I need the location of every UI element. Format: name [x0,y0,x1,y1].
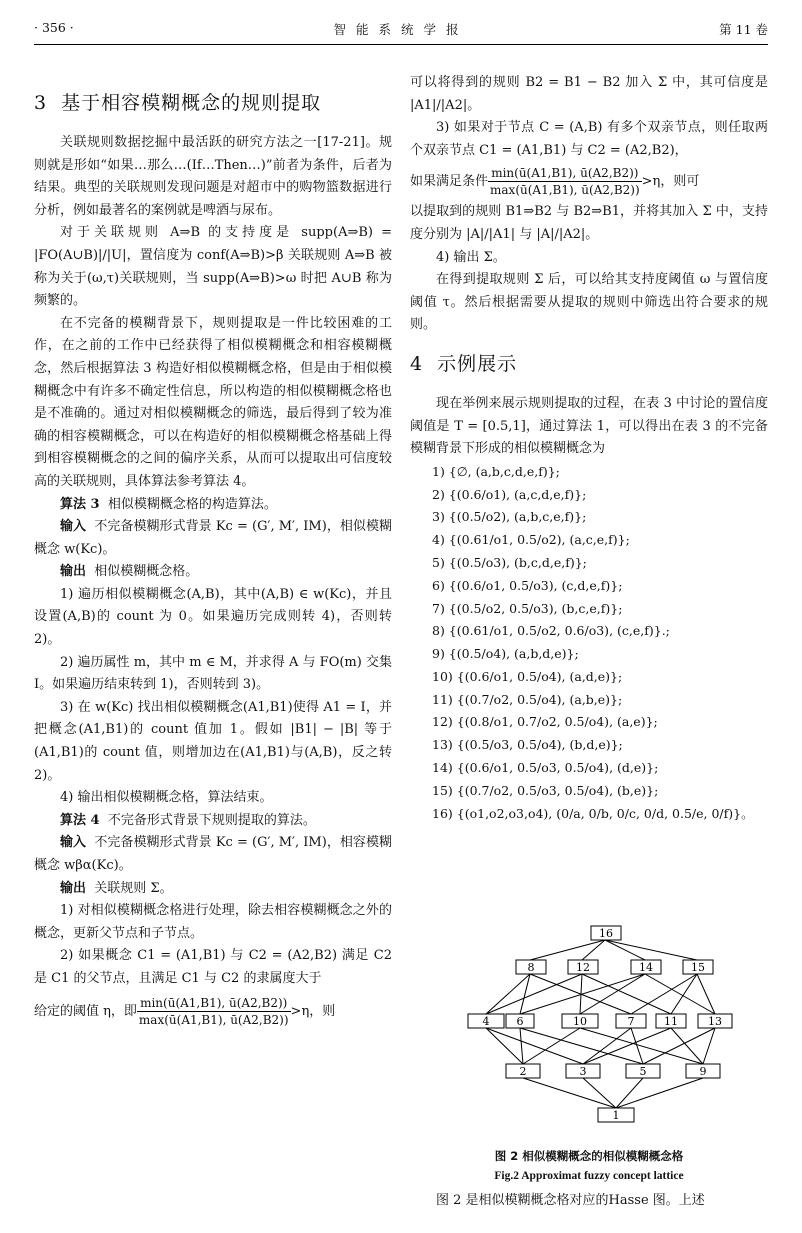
svg-text:11: 11 [664,1015,678,1028]
algorithm-step: 4) 输出 Σ。 [436,249,506,265]
concept-item: 1) {∅, (a,b,c,d,e,f)}; [432,463,560,479]
lattice-node [468,1014,504,1028]
section-title: 基于相容模糊概念的规则提取 [61,92,322,114]
paragraph: 在得到提取规则 Σ 后，可以给其支持度阈值 ω 与置信度阈值 τ。然后根据需要从提取的规则中筛选出符合要求的规则。 [410,272,768,333]
header-rule [34,44,768,45]
algorithm-label: 算法 3 [60,496,100,512]
svg-text:5: 5 [639,1065,647,1078]
lattice-node [626,1064,660,1078]
formula-prefix: 给定的阈值 η，即 [34,1003,137,1019]
svg-text:1: 1 [612,1109,620,1122]
svg-text:16: 16 [599,927,613,940]
svg-text:7: 7 [627,1015,635,1028]
algorithm-label: 算法 4 [60,812,100,828]
left-column [34,78,392,1028]
concept-item: 5) {(0.5/o3), (b,c,d,e,f)}; [432,554,587,570]
concept-item: 9) {(0.5/o4), (a,b,d,e)}; [432,646,579,662]
lattice-node [631,960,661,974]
paragraph: 关联规则数据挖掘中最活跃的研究方法之一[17-21]。规则就是形如“如果…那么…(If…Then…)”前者为条件，后者为结果。典型的关联规则发现问题是对超市中的购物篮数据进行分析，例如最著名的案例就是啤酒与尿布。 [34,135,392,218]
output-label: 输出 [60,564,87,580]
lattice-node [598,1108,634,1122]
lattice-node [698,1014,732,1028]
svg-text:9: 9 [699,1065,707,1078]
fraction-denominator: max(ū(A1,B1), ū(A2,B2)) [490,183,640,198]
ratio-fraction [137,995,291,1028]
lattice-node [683,960,713,974]
section-number: 4 [410,352,424,375]
lattice-node [686,1064,720,1078]
concept-item: 11) {(0.7/o2, 0.5/o4), (a,b,e)}; [432,691,623,707]
concept-item: 15) {(0.7/o2, 0.5/o3, 0.5/o4), (b,e)}; [432,782,659,798]
svg-text:14: 14 [639,961,653,974]
formula-suffix: >η，则可 [641,174,700,190]
input-text: 不完备模糊形式背景 Kc = (G′, M′, IM)，相似模糊概念 w(Kc)。 [34,519,392,557]
concept-item: 10) {(0.6/o1, 0.5/o4), (a,d,e)}; [432,668,623,684]
algorithm-3-output [34,561,392,584]
lattice-node [566,1064,600,1078]
hasse-diagram [420,922,780,1137]
input-label: 输入 [60,519,87,535]
concept-item: 3) {(0.5/o2), (a,b,c,e,f)}; [432,509,587,525]
paragraph: 可以将得到的规则 B2 = B1 − B2 加入 Σ 中，其可信度是 |A1|/|A2|。 [410,75,768,113]
svg-text:2: 2 [519,1065,527,1078]
section-heading-3 [34,90,392,116]
paragraph: 对于关联规则 A⇒B 的支持度是 supp(A⇒B) = |FO(A∪B)|/|U|，置信度为 conf(A⇒B)>β 关联规则 A⇒B 被称为关于(ω,τ)关联规则，当 supp(A⇒B)>ω 时把 A∪B 称为频繁的。 [34,225,392,309]
svg-text:13: 13 [708,1015,722,1028]
lattice-node [506,1014,534,1028]
lattice-node [568,960,598,974]
concept-item: 12) {(0.8/o1, 0.7/o2, 0.5/o4), (a,e)}; [432,714,658,730]
lattice-node [506,1064,540,1078]
input-label: 输入 [60,835,87,851]
paragraph: 在不完备的模糊背景下，规则提取是一件比较困难的工作，在之前的工作中已经获得了相似模糊概念和相容模糊概念，然后根据算法 3 构造好相似模糊概念格，但是由于相似模糊概念中有许多不确定性信息，所以构造的相似模糊概念格也是不准确的。通过对相似模糊概念的筛选，最后得到了较为准确的相容模糊概念，可以在构造好的相似模糊概念格基础上得到相容模糊概念的之间的偏序关系，从而可以提取出可信度较高的关联规则，具体算法参考算法 4。 [34,315,392,489]
concept-item: 14) {(0.6/o1, 0.5/o3, 0.5/o4), (d,e)}; [432,760,659,776]
lattice-node [562,1014,598,1028]
figure-caption-cn: 图 2 相似模糊概念的相似模糊概念格 [494,1149,684,1163]
right-column [410,72,768,825]
section-number: 3 [34,92,48,114]
svg-text:10: 10 [573,1015,587,1028]
figure-caption-en: Fig.2 Approximat fuzzy concept lattice [494,1170,684,1182]
svg-text:8: 8 [527,961,535,974]
section-heading-4 [410,351,768,377]
algorithm-step: 2) 如果概念 C1 = (A1,B1) 与 C2 = (A2,B2) 满足 C2 是 C1 的父节点，且满足 C1 与 C2 的隶属度大于 [34,948,392,986]
page-number: · 356 · [34,20,74,35]
lattice-node [591,926,621,940]
lattice-node [616,1014,646,1028]
section-title: 示例展示 [437,352,518,375]
fraction-denominator: max(ū(A1,B1), ū(A2,B2)) [138,1012,289,1027]
concept-item: 7) {(0.5/o2, 0.5/o3), (b,c,e,f)}; [432,600,623,616]
algorithm-step: 1) 对相似模糊概念格进行处理，除去相容模糊概念之外的概念，更新父节点和子节点。 [34,903,392,941]
algorithm-step: 3) 如果对于节点 C = (A,B) 有多个双亲节点，则任取两个双亲节点 C1 = (A1,B1) 与 C2 = (A2,B2)， [410,120,768,158]
journal-name: 智能系统学报 [333,22,469,37]
concept-item: 13) {(0.5/o3, 0.5/o4), (b,d,e)}; [432,737,623,753]
concept-item: 6) {(0.6/o1, 0.5/o3), (c,d,e,f)}; [432,577,623,593]
formula-prefix: 如果满足条件 [410,174,489,190]
svg-text:6: 6 [516,1015,524,1028]
ratio-fraction [488,165,642,198]
algorithm-step: 4) 输出相似模糊概念格，算法结束。 [60,790,273,806]
svg-text:3: 3 [579,1065,587,1078]
lattice-nodes [468,926,732,1122]
algorithm-4-output [34,878,392,901]
algorithm-3-input [34,516,392,561]
threshold-formula-line [34,995,392,1028]
concept-item: 2) {(0.6/o1), (a,c,d,e,f)}; [432,486,587,502]
page-header [34,20,768,42]
algorithm-3-heading [34,494,392,517]
fraction-numerator: min(ū(A1,B1), ū(A2,B2)) [488,165,642,182]
svg-text:15: 15 [691,961,705,974]
algorithm-title: 相似模糊概念格的构造算法。 [107,496,277,512]
fraction-numerator: min(ū(A1,B1), ū(A2,B2)) [137,995,291,1012]
algorithm-4-input [34,832,392,877]
algorithm-step: 3) 在 w(Kc) 找出相似模糊概念(A1,B1)使得 A1 = I，并把概念(A1,B1)的 count 值加 1。假如 |B1| − |B| 等于(A1,B1)的 count 值，则增加边在(A1,B1)与(A,B)，反之转 2)。 [34,699,392,783]
paragraph: 图 2 是相似模糊概念格对应的Hasse 图。上述 [436,1193,705,1208]
algorithm-4-heading [34,810,392,833]
output-text: 关联规则 Σ。 [94,880,173,896]
paragraph: 现在举例来展示规则提取的过程，在表 3 中讨论的置信度阈值是 T = [0.5,1]，通过算法 1，可以得出在表 3 的不完备模糊背景下形成的相似模糊概念为 [410,395,768,457]
concept-item: 16) {(o1,o2,o3,o4), (0/a, 0/b, 0/c, 0/d, 0.5/e, 0/f)}。 [432,805,754,821]
concept-item: 8) {(0.61/o1, 0.5/o2, 0.6/o3), (c,e,f)}.; [432,623,670,639]
output-text: 相似模糊概念格。 [94,564,199,580]
concept-list [410,461,768,826]
concept-item: 4) {(0.61/o1, 0.5/o2), (a,c,e,f)}; [432,532,630,548]
volume-number: 第 11 卷 [719,22,768,37]
paragraph: 以提取到的规则 B1⇒B2 与 B2⇒B1，并将其加入 Σ 中，支持度分别为 |A|/|A1| 与 |A|/|A2|。 [410,204,768,242]
lattice-node [516,960,546,974]
output-label: 输出 [60,880,87,896]
algorithm-step: 1) 遍历相似模糊概念(A,B)，其中(A,B) ∈ w(Kc)，并且设置(A,B)的 count 为 0。如果遍历完成则转 4)，否则转 2)。 [34,586,392,648]
formula-suffix: >η，则 [290,1003,336,1019]
algorithm-title: 不完备形式背景下规则提取的算法。 [107,812,316,828]
input-text: 不完备模糊形式背景 Kc = (G′, M′, IM)，相容模糊概念 wβα(Kc)。 [34,835,392,873]
condition-formula-line [410,165,768,198]
svg-text:12: 12 [576,961,590,974]
algorithm-step: 2) 遍历属性 m，其中 m ∈ M，并求得 A 与 FO(m) 交集 I。如果遍历结束转到 1)，否则转到 3)。 [34,654,392,693]
svg-text:4: 4 [482,1015,490,1028]
lattice-node [656,1014,686,1028]
